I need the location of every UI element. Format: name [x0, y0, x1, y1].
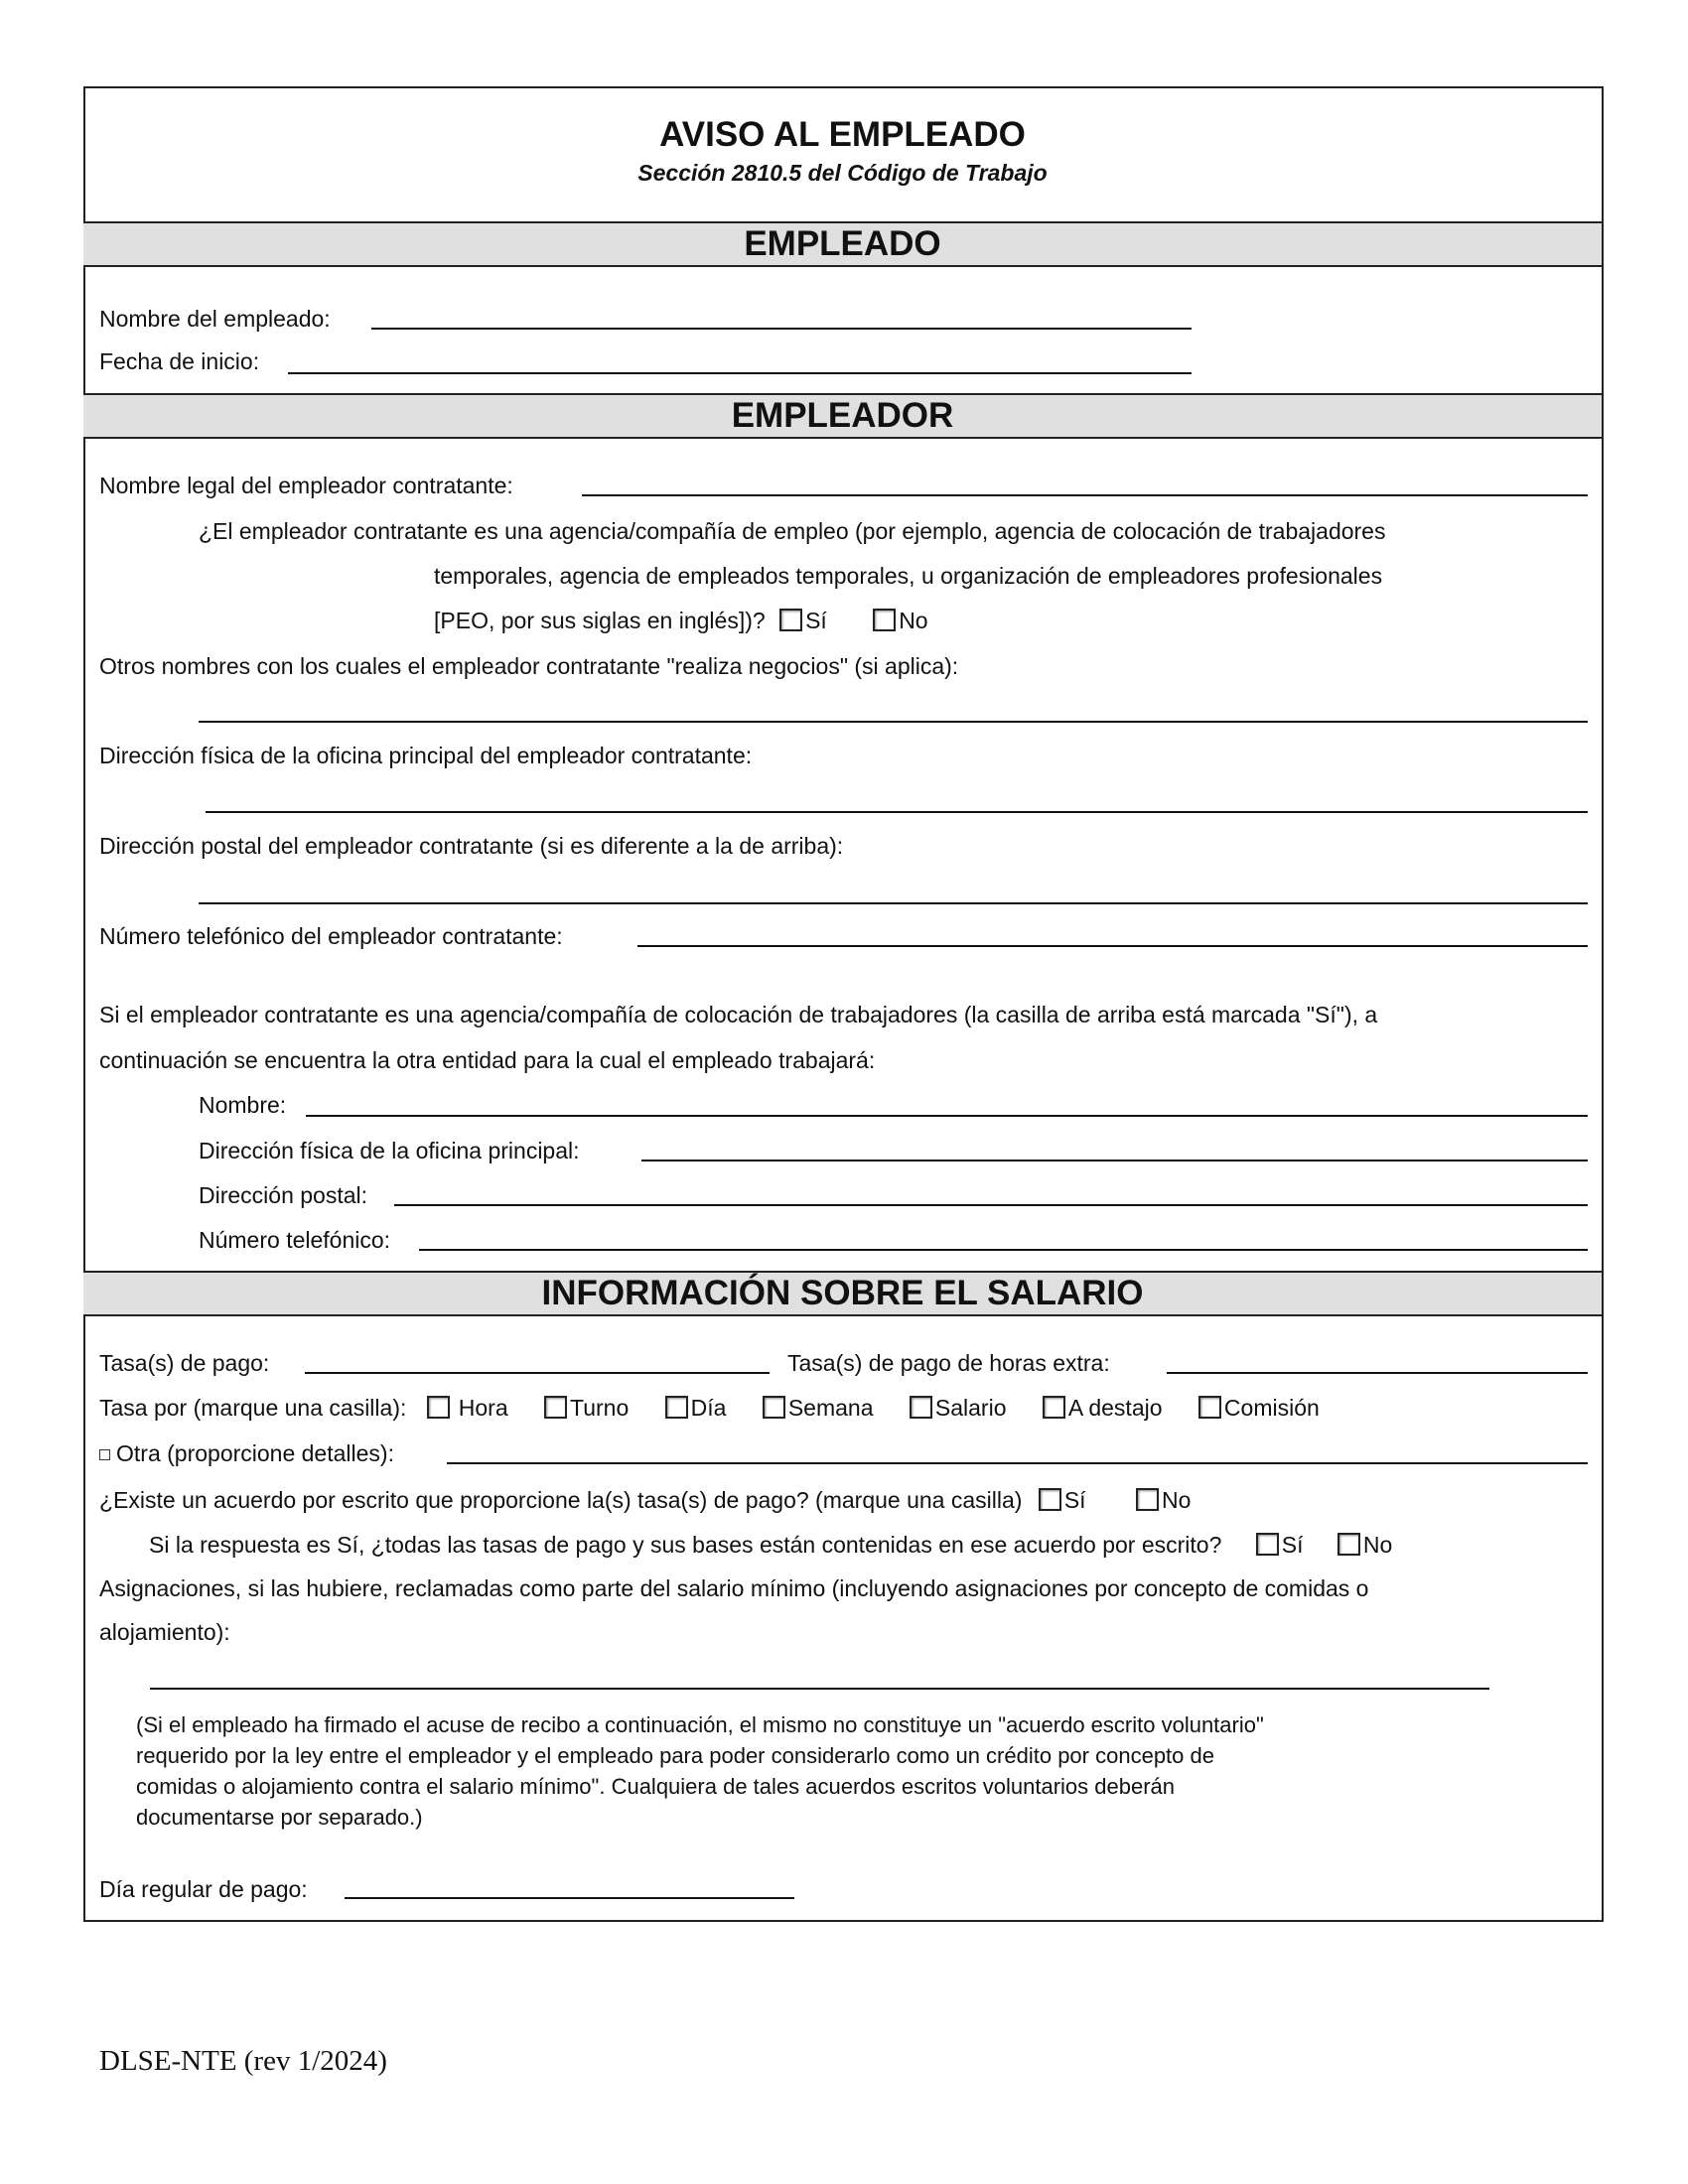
other-entity-phone-label: Número telefónico:: [199, 1227, 391, 1253]
rate-comision-checkbox[interactable]: [1198, 1396, 1221, 1419]
form-subtitle: Sección 2810.5 del Código de Trabajo: [637, 160, 1048, 186]
other-entity-phone-field[interactable]: [419, 1249, 1588, 1251]
all-rates-yes-label: Sí: [1281, 1532, 1304, 1558]
agency-question-text: [PEO, por sus siglas en inglés])?: [434, 608, 766, 633]
allowances-field[interactable]: [150, 1688, 1489, 1690]
rate-turno-checkbox[interactable]: [544, 1396, 567, 1419]
note-line: documentarse por separado.): [136, 1805, 423, 1830]
agency-no-checkbox[interactable]: [873, 609, 896, 631]
mailing-address-label: Dirección postal del empleador contratante (si es diferente a la de arriba):: [99, 833, 844, 859]
other-rate-label: Otra (proporcione detalles):: [116, 1440, 394, 1466]
written-no-label: No: [1161, 1487, 1192, 1513]
other-rate-checkbox[interactable]: [99, 1449, 110, 1460]
written-agreement-row: [99, 1486, 1191, 1514]
rate-dia-checkbox[interactable]: [665, 1396, 688, 1419]
all-rates-no-label: No: [1362, 1532, 1393, 1558]
employee-name-field[interactable]: [371, 328, 1192, 330]
rate-hora-label: Hora: [458, 1395, 508, 1421]
agency-yes-checkbox[interactable]: [779, 609, 802, 631]
physical-address-field[interactable]: [206, 811, 1588, 813]
section-employee-heading: EMPLEADO: [83, 221, 1602, 267]
section-wage-heading: INFORMACIÓN SOBRE EL SALARIO: [83, 1271, 1602, 1316]
note-line: requerido por la ley entre el empleador y el empleado para poder considerarlo como un crédito por concepto de: [136, 1743, 1214, 1768]
written-yes-label: Sí: [1063, 1487, 1086, 1513]
form-id-footer: DLSE-NTE (rev 1/2024): [99, 2045, 387, 2077]
legal-name-field[interactable]: [582, 494, 1588, 496]
written-agreement-question: ¿Existe un acuerdo por escrito que proporcione la(s) tasa(s) de pago? (marque una casilla): [99, 1487, 1023, 1513]
rate-by-label: Tasa por (marque una casilla):: [99, 1395, 407, 1421]
all-rates-row: [149, 1531, 1392, 1559]
other-rate-row: [99, 1439, 394, 1467]
agency-question-line2: temporales, agencia de empleados temporales, u organización de empleadores profesionales: [434, 563, 1383, 589]
agency-question-line3: [434, 607, 928, 634]
overtime-rate-label: Tasa(s) de pago de horas extra:: [787, 1350, 1110, 1376]
rate-by-row: [99, 1394, 1320, 1422]
rate-salario-checkbox[interactable]: [910, 1396, 932, 1419]
rate-destajo-label: A destajo: [1067, 1395, 1163, 1421]
dba-label: Otros nombres con los cuales el empleador contratante "realiza negocios" (si aplica):: [99, 653, 959, 679]
note-line: (Si el empleado ha firmado el acuse de recibo a continuación, el mismo no constituye un "acuerdo escrito voluntario": [136, 1712, 1264, 1737]
payday-field[interactable]: [345, 1897, 794, 1899]
employer-phone-field[interactable]: [637, 945, 1588, 947]
legal-name-label: Nombre legal del empleador contratante:: [99, 473, 513, 498]
mailing-address-field[interactable]: [199, 902, 1588, 904]
rate-semana-label: Semana: [787, 1395, 874, 1421]
written-yes-checkbox[interactable]: [1039, 1488, 1061, 1511]
pay-rate-field[interactable]: [305, 1372, 770, 1374]
other-entity-physical-field[interactable]: [641, 1160, 1588, 1161]
start-date-field[interactable]: [288, 372, 1192, 374]
allowances-line2: alojamiento):: [99, 1619, 230, 1645]
overtime-rate-field[interactable]: [1167, 1372, 1588, 1374]
physical-address-label: Dirección física de la oficina principal del empleador contratante:: [99, 743, 753, 768]
staffing-text-line1: Si el empleador contratante es una agencia/compañía de colocación de trabajadores (la casilla de arriba está marcada "Sí"), a: [99, 1002, 1378, 1027]
other-rate-field[interactable]: [447, 1462, 1588, 1464]
rate-destajo-checkbox[interactable]: [1043, 1396, 1065, 1419]
employer-phone-label: Número telefónico del empleador contratante:: [99, 923, 563, 949]
rate-hora-checkbox[interactable]: [427, 1396, 450, 1419]
staffing-text-line2: continuación se encuentra la otra entidad para la cual el empleado trabajará:: [99, 1047, 876, 1073]
other-entity-mailing-label: Dirección postal:: [199, 1182, 368, 1208]
form-title: AVISO AL EMPLEADO: [659, 115, 1026, 154]
payday-label: Día regular de pago:: [99, 1876, 308, 1902]
agency-yes-label: Sí: [805, 608, 827, 633]
section-employer-heading: EMPLEADOR: [83, 393, 1602, 439]
meal-lodging-note: [136, 1709, 1264, 1833]
allowances-line1: Asignaciones, si las hubiere, reclamadas como parte del salario mínimo (incluyendo asignaciones por concepto de comidas o: [99, 1575, 1369, 1601]
pay-rate-label: Tasa(s) de pago:: [99, 1350, 270, 1376]
written-no-checkbox[interactable]: [1136, 1488, 1159, 1511]
agency-no-label: No: [899, 608, 928, 633]
rate-turno-label: Turno: [570, 1395, 630, 1421]
rate-salario-label: Salario: [934, 1395, 1007, 1421]
other-entity-name-label: Nombre:: [199, 1092, 287, 1118]
all-rates-no-checkbox[interactable]: [1337, 1533, 1360, 1556]
all-rates-question: Si la respuesta es Sí, ¿todas las tasas de pago y sus bases están contenidas en ese acuerdo por escrito?: [149, 1532, 1222, 1558]
other-entity-physical-label: Dirección física de la oficina principal:: [199, 1138, 580, 1163]
rate-dia-label: Día: [690, 1395, 727, 1421]
rate-comision-label: Comisión: [1223, 1395, 1320, 1421]
agency-question-line1: ¿El empleador contratante es una agencia/compañía de empleo (por ejemplo, agencia de colocación de trabajadores: [199, 518, 1386, 544]
start-date-label: Fecha de inicio:: [99, 348, 260, 374]
note-line: comidas o alojamiento contra el salario mínimo". Cualquiera de tales acuerdos escritos voluntarios deberán: [136, 1774, 1176, 1799]
rate-semana-checkbox[interactable]: [763, 1396, 785, 1419]
other-entity-name-field[interactable]: [306, 1115, 1588, 1117]
all-rates-yes-checkbox[interactable]: [1256, 1533, 1279, 1556]
other-entity-mailing-field[interactable]: [394, 1204, 1588, 1206]
employee-name-label: Nombre del empleado:: [99, 306, 331, 332]
dba-field[interactable]: [199, 721, 1588, 723]
